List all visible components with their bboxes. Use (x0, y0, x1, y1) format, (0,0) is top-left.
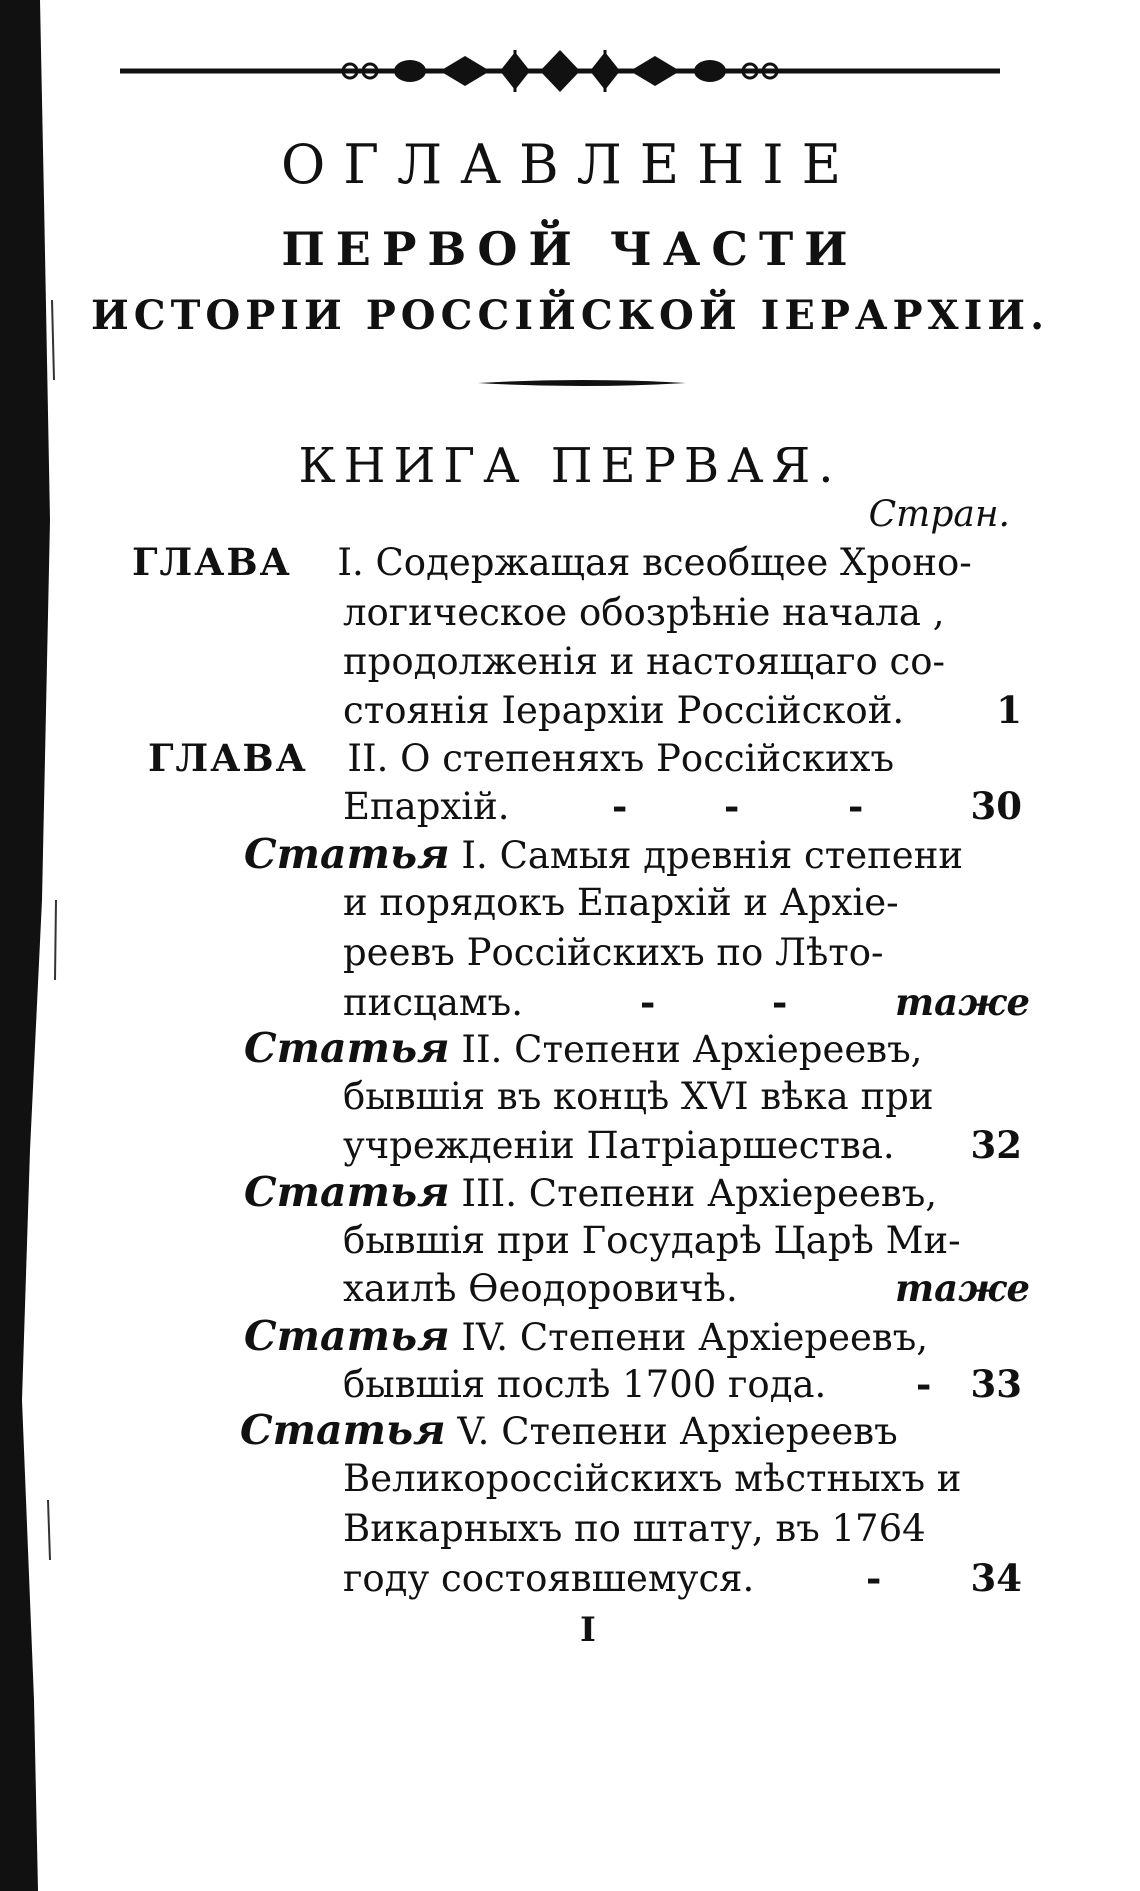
toc-entry-text: Степени Архіереевъ, (528, 1172, 938, 1215)
ornamental-rule (120, 48, 1000, 94)
toc-entry-text: писцамъ. (343, 981, 523, 1024)
article-number: V. (457, 1410, 490, 1453)
article-number: IV. (461, 1316, 509, 1359)
toc-entry-text: стоянія Іерархіи Россійской. (343, 689, 905, 732)
toc-entry-text: Степени Архіереевъ (501, 1410, 898, 1453)
chapter-label: ГЛАВА (132, 540, 292, 584)
toc-entry-text: году состоявшемуся. (343, 1557, 755, 1600)
article-number: II. (461, 1028, 503, 1071)
article-label: Статья (240, 1406, 446, 1454)
leader-dash: - (612, 784, 628, 828)
leader-dash: - (724, 784, 740, 828)
page-subtitle-2: ИСТОРІИ РОССІЙСКОЙ ІЕРАРХІИ. (90, 292, 1050, 339)
page-subtitle: ПЕРВОЙ ЧАСТИ (281, 222, 859, 276)
toc-entry-text: бывшія послѣ 1700 года. (343, 1363, 827, 1406)
page-number: 30 (970, 784, 1022, 828)
printer-signature-mark: I (580, 1610, 596, 1650)
toc-entry-text: бывшія въ концѣ XVI вѣка при (343, 1075, 934, 1118)
chapter-number: II. (347, 737, 389, 780)
page-number: 1 (996, 688, 1022, 732)
toc-entry-text: реевъ Россійскихъ по Лѣто- (343, 931, 884, 974)
page-number: таже (895, 1266, 1030, 1310)
toc-entry-text: логическое обозрѣніе начала , (343, 591, 945, 634)
article-label: Статья (244, 1168, 450, 1216)
toc-entry-text: бывшія при Государѣ Царѣ Ми- (343, 1219, 961, 1262)
page-number: 32 (970, 1123, 1022, 1167)
toc-entry-text: Епархій. (343, 785, 510, 828)
toc-entry-text: Самыя древнія степени (499, 834, 964, 877)
toc-entry-text: Великороссійскихъ мѣстныхъ и (343, 1457, 962, 1500)
page-binding-edge (0, 0, 60, 1891)
article-label: Статья (244, 830, 450, 878)
book-heading: КНИГА ПЕРВАЯ. (298, 438, 842, 494)
toc-entry-text: Степени Архіереевъ, (514, 1028, 923, 1071)
leader-dash: - (848, 784, 864, 828)
toc-entry-text: О степеняхъ Россійскихъ (400, 737, 895, 780)
article-label: Статья (244, 1024, 450, 1072)
toc-entry-text: Степени Архіереевъ, (519, 1316, 929, 1359)
chapter-label: ГЛАВА (148, 736, 308, 780)
page-number: 33 (970, 1362, 1022, 1406)
toc-entry-text: продолженія и настоящаго со- (343, 640, 946, 683)
page-number: 34 (970, 1556, 1022, 1600)
leader-dash: - (866, 1556, 882, 1600)
page-column-label: Стран. (868, 494, 1010, 535)
page-title: ОГЛАВЛЕНІЕ (281, 133, 859, 196)
toc-entry-text: хаилѣ Ѳеодоровичѣ. (343, 1267, 738, 1310)
leader-dash: - (640, 980, 656, 1024)
leader-dash: - (916, 1362, 932, 1406)
leader-dash: - (772, 980, 788, 1024)
toc-entry-text: и порядокъ Епархій и Архіе- (343, 881, 899, 924)
divider-rule (478, 378, 686, 388)
article-label: Статья (244, 1312, 450, 1360)
article-number: I. (461, 834, 488, 877)
toc-entry-text: Содержащая всеобщее Хроно- (375, 541, 972, 584)
toc-entry-text: учрежденіи Патріаршества. (343, 1124, 895, 1167)
chapter-number: I. (337, 541, 364, 584)
toc-entry-text: Викарныхъ по штату, въ 1764 (343, 1507, 926, 1550)
article-number: III. (461, 1172, 518, 1215)
page-number: таже (895, 980, 1030, 1024)
